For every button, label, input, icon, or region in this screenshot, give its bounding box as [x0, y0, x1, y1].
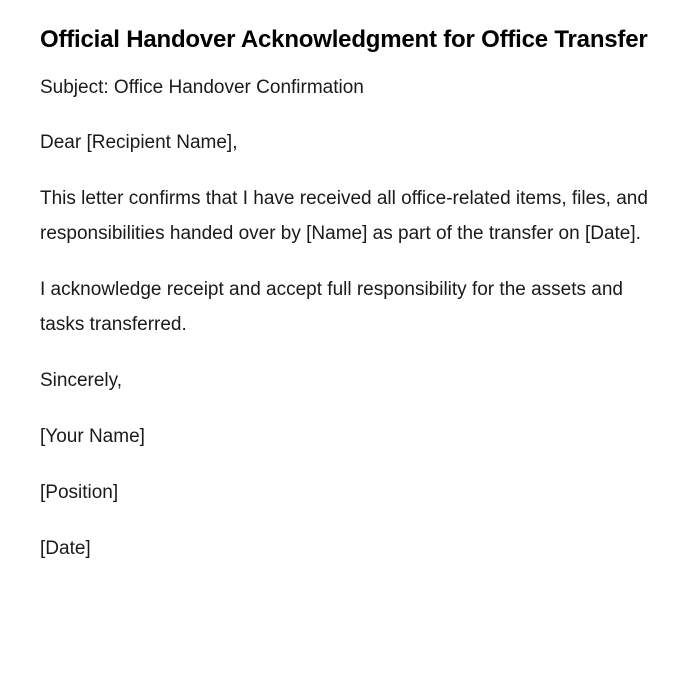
- salutation: Dear [Recipient Name],: [40, 132, 238, 153]
- document-title: Official Handover Acknowledgment for Office Transfer: [40, 26, 648, 53]
- subject-line: Subject: Office Handover Confirmation: [40, 77, 364, 98]
- closing: Sincerely,: [40, 370, 123, 391]
- body-paragraph-confirmation: This letter confirms that I have received all office-related items, files, and responsibilities handed over by [Name] as part of the transfer on [Date].: [40, 188, 648, 244]
- signature-name: [Your Name]: [40, 426, 145, 447]
- signature-date: [Date]: [40, 538, 91, 559]
- signature-position: [Position]: [40, 482, 119, 503]
- body-paragraph-acknowledgment: I acknowledge receipt and accept full responsibility for the assets and tasks transferred.: [40, 279, 623, 335]
- letter-page: [40, 18, 652, 587]
